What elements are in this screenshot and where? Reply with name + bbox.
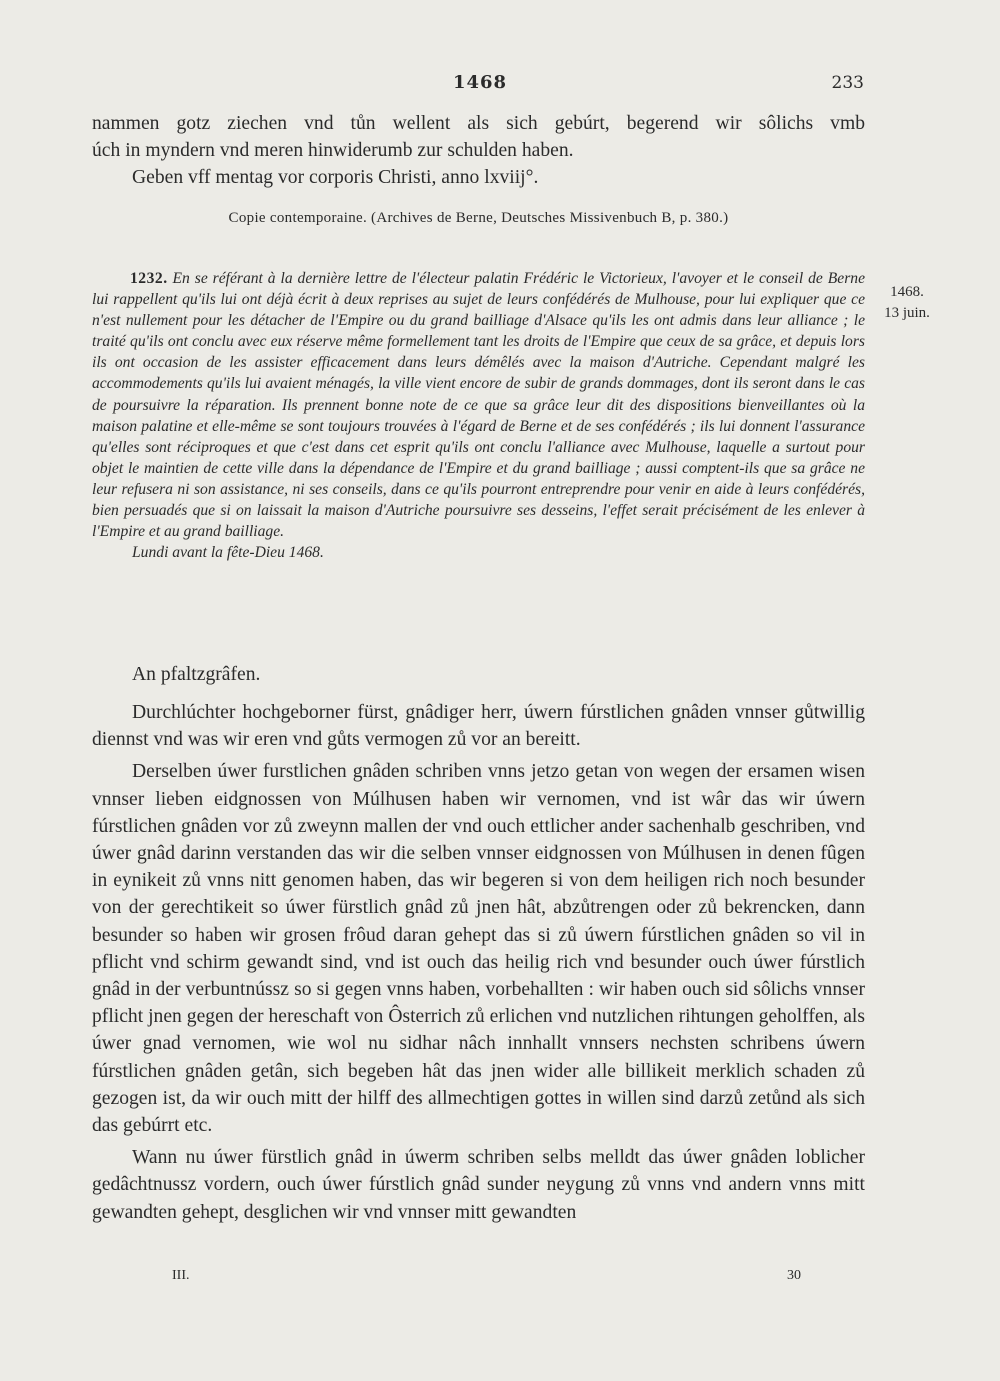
entry-summary-text: En se référant à la dernière lettre de l'électeur palatin Frédéric le Victorieux, l'avoyer et le conseil de Berne lui rappellent qu'ils lui ont déjà écrit à deux reprises au sujet de leurs confédérés de Mulhouse, pour lui expliquer que ce n'est nullement pour les détacher de l'Empire ou du grand bailliage d'Alsace qu'ils les ont admis dans leur alliance ; le traité qu'ils ont conclu avec eux réserve même formellement tant les droits de l'Empire que ceux de sa grâce, et depuis lors ils ont occasion de les assister efficacement dans leurs démêlés avec la maison d'Autriche. Cependant malgré les accommodements qu'ils lui avaient ménagés, la ville vient encore de subir de grands dommages, dont ils seront dans le cas de poursuivre la réparation. Ils prennent bonne note de ce que sa grâce leur dit des dispositions bienveillantes où la maison palatine et elle-même se sont toujours trouvées à l'égard de Berne et de ses confédérés ; ils lui donnent l'assurance qu'elles sont réciproques et que c'est dans cet esprit qu'ils ont conclu l'alliance avec Mulhouse, laquelle a surtout pour objet le maintien de cette ville dans la dépendance de l'Empire et du grand bailliage ; aussi comptent-ils que sa grâce ne leur refusera ni son assistance, ni ses conseils, dans ce qu'ils pourront entreprendre pour venir en aide à leurs confédérés, bien persuadés que si on laissait la maison d'Autriche poursuivre ses desseins, l'effet serait précisément de les enlever à l'Empire et au grand bailliage. — [92, 270, 865, 541]
letter-paragraph-3: Wann nu úwer fürstlich gnâd in úwerm schriben selbs melldt das úwer gnâden loblicher gedâchtnussz vordern, ouch úwer fúrstlich gnâd sunder neygung zů vnns vnd andern vnns mitt gewandten gehept, desglichen wir vnd vnnser mitt gewandten — [92, 1147, 865, 1223]
previous-letter-line-2: úch in myndern vnd meren hinwiderumb zur schulden haben. — [92, 140, 574, 162]
volume-number: III. — [172, 1268, 190, 1283]
previous-letter-line-1: nammen gotz ziechen vnd tůn wellent als sich gebúrt, begerend wir sôlichs vmb — [92, 113, 865, 134]
margin-date-note — [874, 282, 940, 324]
source-note: Copie contemporaine. (Archives de Berne, Deutsches Missivenbuch B, p. 380.) — [228, 210, 729, 226]
previous-letter-block — [92, 110, 865, 192]
previous-letter-closing: Geben vff mentag vor corporis Christi, anno lxviij°. — [132, 167, 539, 189]
entry-number: 1232. — [130, 270, 168, 287]
letter-paragraph-2: Derselben úwer furstlichen gnâden schriben vnns jetzo getan von wegen der ersamen wisen vnnser lieben eidgnossen von Múlhusen haben wir vernomen, vnd ist wâr das wir úwern fúrstlichen gnâden vor zů zweynn mallen der vnd ouch ettlicher ander sachenhalb geschriben, vnd úwer gnâd darinn verstanden das wir die selben vnnser eidgnossen von Múlhusen in denen fûgen in eynikeit zů vnns nitt genomen haben, das wir begeren si von dem heiligen rich noch besunder von der gerechtikeit so úwer fürstlich gnâd zů jnen hât, abzůtrengen oder zů bekrencken, dann besunder so haben wir grosen frôud daran gehept das si zů úwern fúrstlichen gnâden so vil in pflicht vnd schirm gewandt sind, vnd ist ouch das heilig rich vnd besunder ouch úwer fúrstlich gnâd in der verbuntnússz so si gegen vnns haben, vorbehallten : wir haben ouch sid sôlichs vnnser pflicht jnen gegen der hereschaft von Ôsterrich zů erlichen vnd nutzlichen rihtungen geholffen, als úwer gnad vernomen, wie wol nu sidhar nâch innhallt vnnsers nechsten schribens úwern fúrstlichen gnâden getân, sich begeben hât das jnen wider alle billikeit merklich schaden zů gezogen ist, da wir ouch mitt der hilff des allmechtigen gottes in willen sind darzů zetůnd als sich das gebúrrt etc. — [92, 761, 865, 1137]
entry-summary — [92, 268, 865, 542]
margin-year: 1468. — [890, 284, 924, 300]
letter-address: An pfaltzgrâfen. — [132, 664, 261, 685]
letter-paragraph-1: Durchlúchter hochgeborner fürst, gnâdiger herr, úwern fúrstlichen gnâden vnnser gůtwillig diennst vnd was wir eren vnd gůts vermogen zů vor an bereitt. — [92, 702, 865, 751]
entry-date-line: Lundi avant la fête-Dieu 1468. — [132, 544, 324, 562]
entry-summary-block — [92, 268, 865, 563]
source-note-block — [92, 210, 865, 227]
margin-day: 13 juin. — [884, 305, 930, 321]
signature-mark: 30 — [787, 1268, 801, 1283]
page-folio-number: 233 — [831, 73, 864, 93]
page-year-header: 1468 — [452, 72, 508, 93]
letter-block — [92, 664, 865, 1226]
